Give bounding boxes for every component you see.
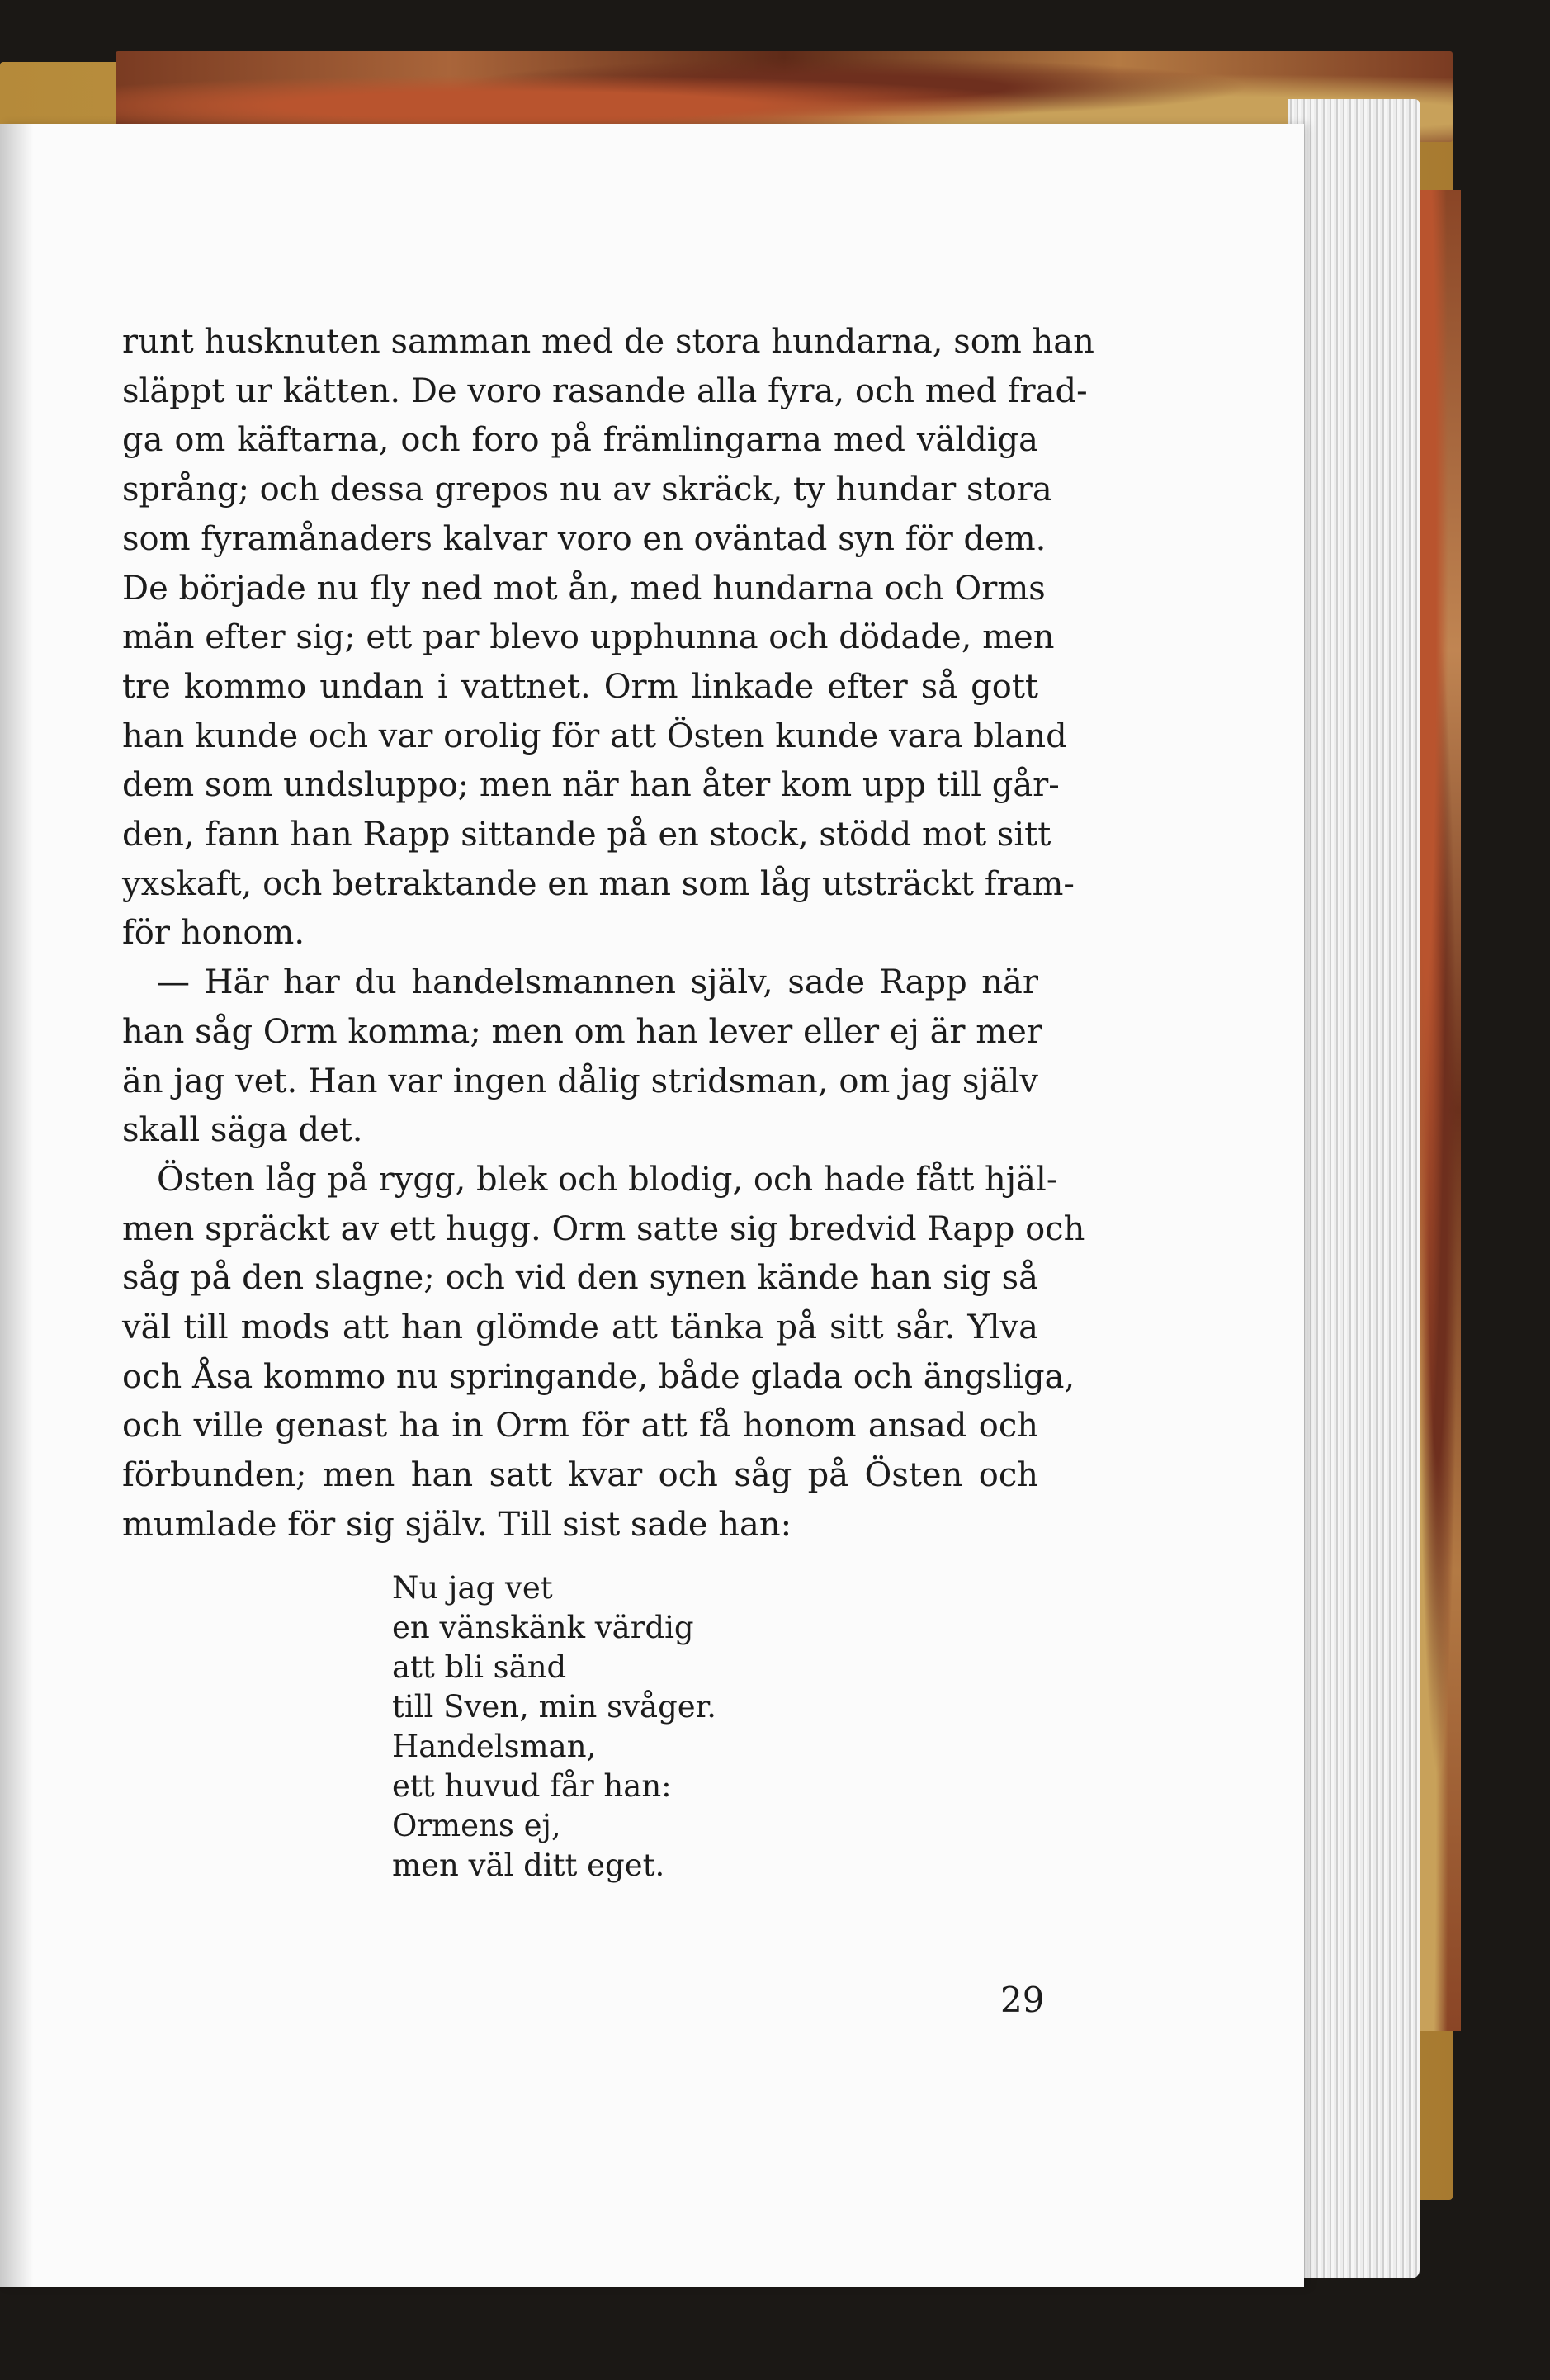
poem-line: Nu jag vet	[392, 1570, 553, 1606]
text-line: skall säga det.	[122, 1111, 363, 1150]
text-line: runt husknuten samman med de stora hundarna, som han	[122, 323, 1094, 361]
paragraph-3	[122, 1156, 1085, 1550]
text-line: han kunde och var orolig för att Östen kunde vara bland	[122, 717, 1067, 755]
page-number: 29	[1000, 1980, 1045, 2020]
poem-line: men väl ditt eget.	[392, 1848, 665, 1883]
poem-line: ett huvud får han:	[392, 1768, 672, 1804]
text-line: och Åsa kommo nu springande, både glada och ängsliga,	[122, 1357, 1075, 1396]
text-line: dem som undsluppo; men när han åter kom upp till går-	[122, 766, 1060, 805]
text-line: De började nu fly ned mot ån, med hundarna och Orms	[122, 569, 1046, 608]
text-line: Östen låg på rygg, blek och blodig, och hade fått hjäl-	[157, 1160, 1058, 1199]
poem-line: Ormens ej,	[392, 1808, 561, 1843]
text-line: väl till mods att han glömde att tänka på sitt sår. Ylva	[122, 1308, 1038, 1347]
poem-line: en vänskänk värdig	[392, 1610, 694, 1645]
text-line: den, fann han Rapp sittande på en stock, stödd mot sitt	[122, 816, 1051, 854]
text-line: tre kommo undan i vattnet. Orm linkade efter så gott	[122, 667, 1038, 706]
text-line: släppt ur kätten. De voro rasande alla fyra, och med frad-	[122, 371, 1088, 410]
text-line: mumlade för sig själv. Till sist sade han:	[122, 1505, 792, 1544]
body-text	[122, 318, 1094, 1550]
poem-line: Handelsman,	[392, 1729, 597, 1764]
text-line: förbunden; men han satt kvar och såg på Östen och	[122, 1456, 1038, 1495]
text-line: han såg Orm komma; men om han lever eller ej är mer	[122, 1012, 1042, 1051]
gutter-shadow	[0, 124, 33, 2287]
paragraph-2	[122, 958, 1042, 1156]
poem-line: till Sven, min svåger.	[392, 1689, 717, 1725]
text-line: som fyramånaders kalvar voro en oväntad syn för dem.	[122, 519, 1047, 558]
page-stack-edge	[1288, 99, 1420, 2278]
text-line: än jag vet. Han var ingen dålig stridsman, om jag själv	[122, 1062, 1038, 1100]
poem-verse	[392, 1569, 716, 1886]
text-line: men spräckt av ett hugg. Orm satte sig bredvid Rapp och	[122, 1209, 1085, 1248]
text-line: — Här har du handelsmannen själv, sade Rapp när	[157, 963, 1038, 1002]
poem-line: att bli sänd	[392, 1649, 567, 1685]
text-line: såg på den slagne; och vid den synen kände han sig så	[122, 1259, 1038, 1298]
paragraph-1	[122, 318, 1094, 958]
text-line: män efter sig; ett par blevo upphunna och dödade, men	[122, 618, 1055, 657]
text-line: för honom.	[122, 914, 305, 953]
text-line: ga om käftarna, och foro på främlingarna med väldiga	[122, 421, 1038, 460]
text-line: och ville genast ha in Orm för att få honom ansad och	[122, 1407, 1038, 1446]
text-line: språng; och dessa grepos nu av skräck, ty hundar stora	[122, 471, 1052, 509]
text-line: yxskaft, och betraktande en man som låg utsträckt fram-	[122, 864, 1075, 903]
